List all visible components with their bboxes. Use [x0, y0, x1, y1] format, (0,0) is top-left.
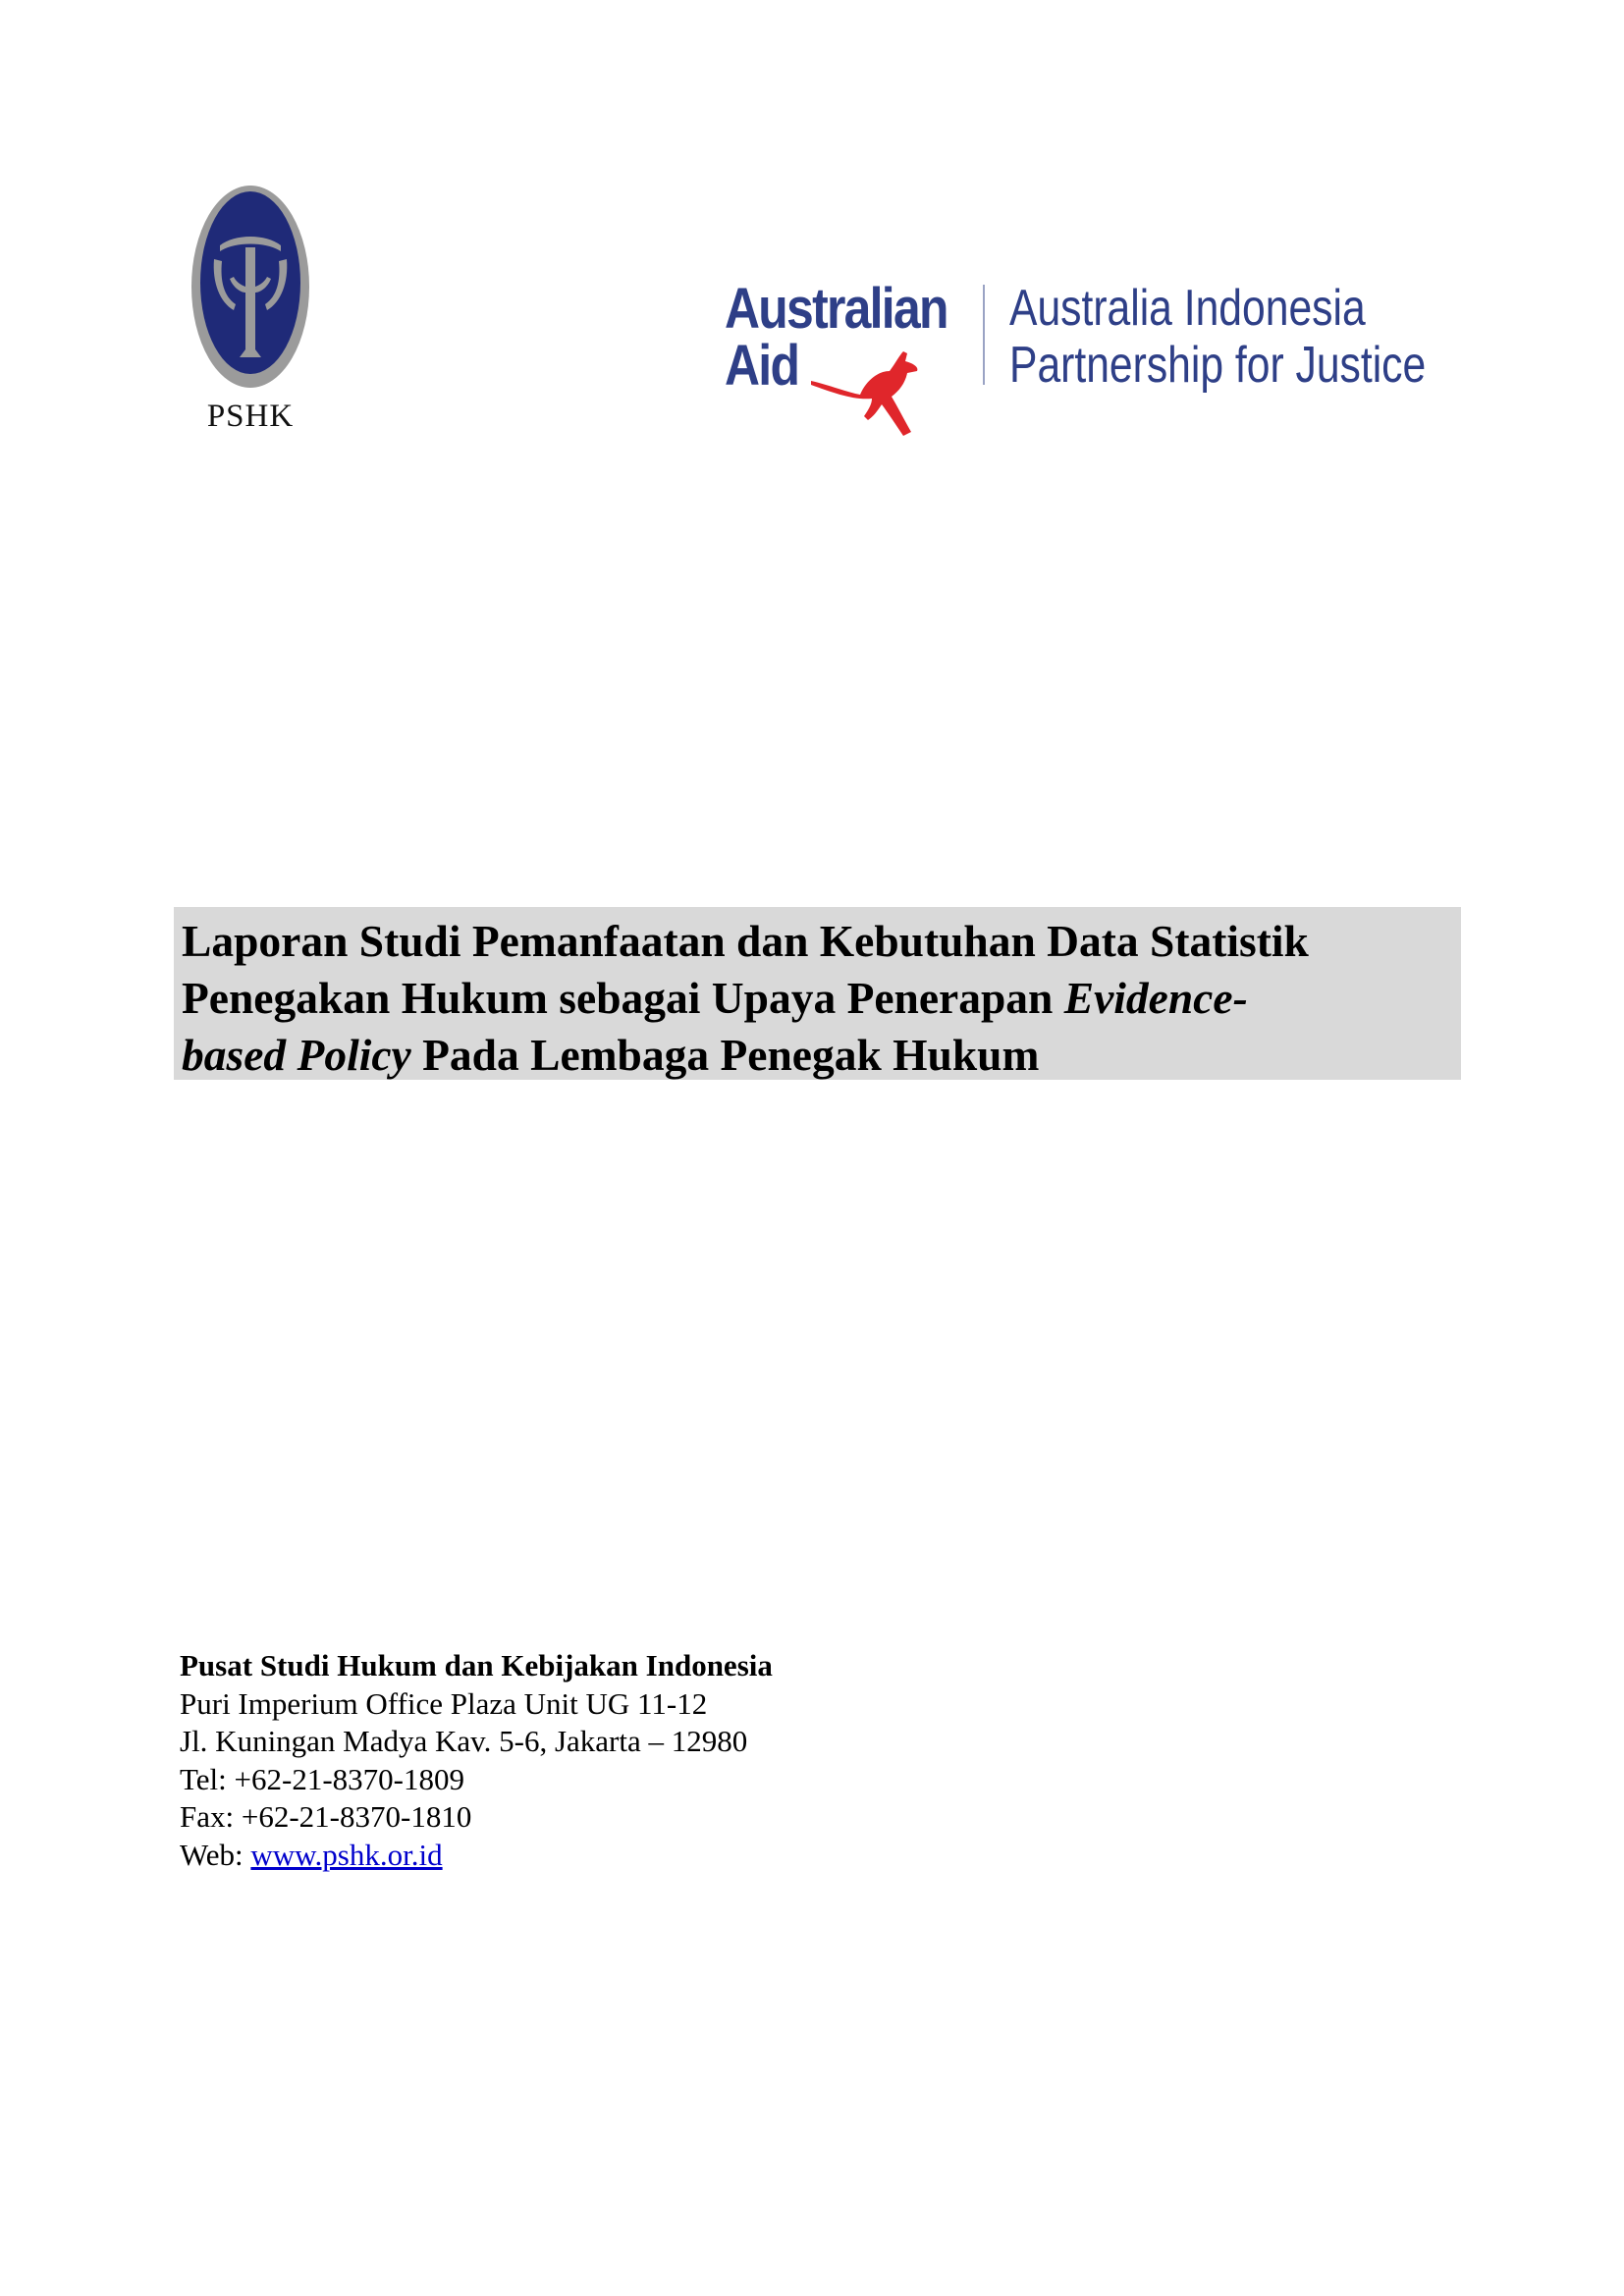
partner-line-2: Partnership for Justice [1009, 337, 1427, 394]
address-line-2: Jl. Kuningan Madya Kav. 5-6, Jakarta – 12980 [180, 1724, 748, 1758]
pshk-logo [190, 185, 310, 442]
logo-divider [983, 285, 985, 385]
organization-name: Pusat Studi Hukum dan Kebijakan Indonesia [180, 1648, 773, 1682]
report-title-box [174, 907, 1461, 1080]
telephone: Tel: +62-21-8370-1809 [180, 1761, 464, 1796]
title-line-2-italic: Evidence- [1063, 973, 1248, 1023]
address-line-1: Puri Imperium Office Plaza Unit UG 11-12 [180, 1685, 708, 1721]
kangaroo-icon [809, 342, 927, 440]
title-line-2 [182, 970, 1453, 1027]
website-link[interactable]: www.pshk.or.id [250, 1837, 443, 1872]
australian-aid-logo [725, 277, 1427, 444]
website-row [180, 1837, 773, 1875]
title-line-3-text: Pada Lembaga Penegak Hukum [410, 1030, 1040, 1080]
pshk-emblem-icon [190, 185, 310, 391]
title-line-3-italic: based Policy [182, 1030, 411, 1080]
report-title [182, 913, 1453, 1084]
pshk-label: PSHK [206, 399, 295, 434]
aid-word-aid: Aid [725, 334, 799, 398]
title-line-3 [182, 1027, 1453, 1084]
aid-word-australian: Australian [725, 277, 947, 341]
title-line-1: Laporan Studi Pemanfaatan dan Kebutuhan Data Statistik [182, 916, 1309, 966]
contact-address [180, 1647, 773, 1874]
title-line-2-text: Penegakan Hukum sebagai Upaya Penerapan [182, 973, 1064, 1023]
partner-line-1: Australia Indonesia [1009, 280, 1366, 337]
website-label: Web: [180, 1837, 251, 1872]
fax: Fax: +62-21-8370-1810 [180, 1799, 472, 1834]
